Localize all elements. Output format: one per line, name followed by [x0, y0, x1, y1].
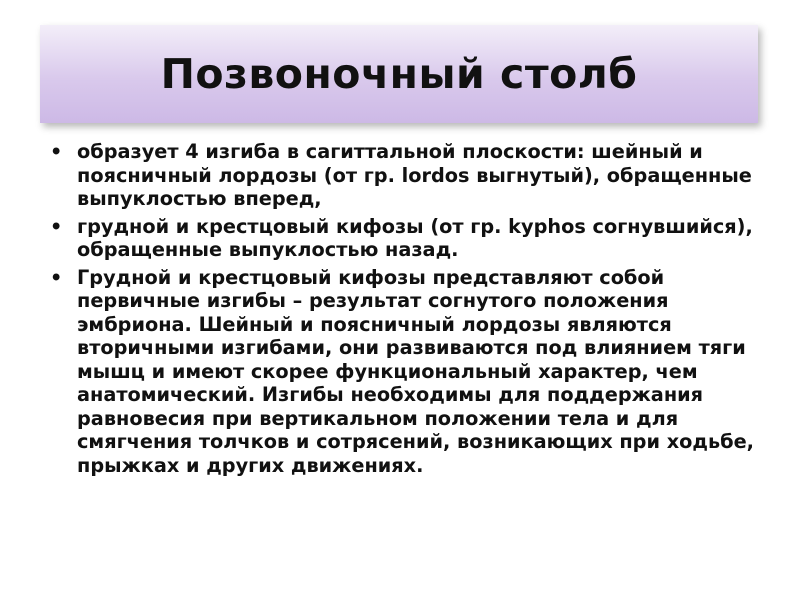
bullet-icon: •	[50, 140, 63, 163]
title-banner	[40, 25, 758, 123]
slide-title: Позвоночный столб	[160, 50, 638, 98]
bullet-icon: •	[50, 214, 63, 238]
bullet-text: образует 4 изгиба в сагиттальной плоскости: шейный и поясничный лордозы (от гр. lordos выгнутый), обращенные выпуклостью вперед,	[77, 140, 752, 210]
list-item	[46, 140, 758, 211]
bullet-list	[46, 140, 758, 477]
list-item	[46, 215, 758, 262]
list-item	[46, 266, 758, 478]
slide-content	[46, 140, 758, 481]
bullet-icon: •	[50, 265, 63, 289]
bullet-text: грудной и крестцовый кифозы (от гр. kyphos согнувшийся), обращенные выпуклостью назад.	[77, 214, 753, 261]
bullet-text: Грудной и крестцовый кифозы представляют собой первичные изгибы – результат согнутого положения эмбриона. Шейный и поясничный лордозы являются вторичными изгибами, они развиваются под влиянием тяги мышц и имеют скорее функциональный характер, чем анатомический. Изгибы необходимы для поддержания равновесия при вертикальном положении тела и для смягчения толчков и сотрясений, возникающих при ходьбе, прыжках и других движениях.	[77, 265, 755, 477]
